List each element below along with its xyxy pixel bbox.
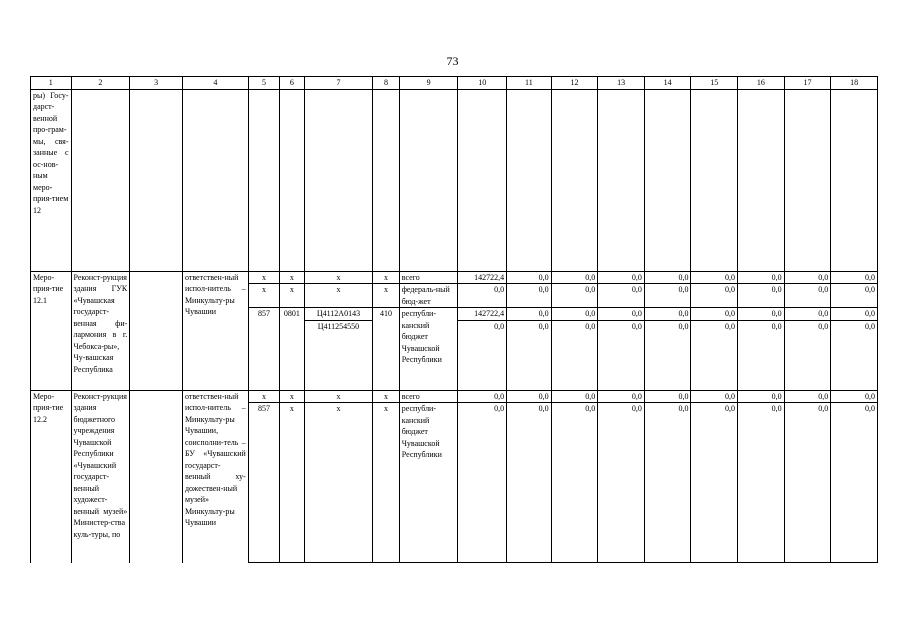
budget-code: Ц4112А0143 [304,308,373,321]
event-title: Реконст-рукция здания ГУК «Чувашская государст-венная фи-лармония в г. Чебокса-ры», Чу-вашская Республика [71,271,130,390]
event-number: Меро-прия-тие 12.1 [31,271,72,390]
header-cell: 17 [784,77,831,90]
event-executor: ответствен-ный испол-нитель – Минкульту-ры Чувашии, соисполни-тель – БУ «Чувашский государст-венный ху-дожествен-ный музей» Минкульту-ры Чувашии [182,390,248,563]
budget-code [248,320,279,390]
budget-table [30,76,878,563]
value-cell: 0,0 [738,271,785,284]
budget-code: x [304,390,373,403]
event-row [31,271,878,284]
value-cell: 0,0 [598,403,645,563]
header-cell: 9 [399,77,458,90]
value-cell: 0,0 [507,320,552,390]
budget-code: x [280,390,304,403]
value-cell: 0,0 [691,271,738,284]
budget-code: x [373,390,399,403]
budget-code: x [248,284,279,308]
header-cell: 13 [598,77,645,90]
budget-code: x [373,284,399,308]
funding-source: федераль-ный бюд-жет [399,284,458,308]
value-cell: 0,0 [644,271,691,284]
header-cell: 8 [373,77,399,90]
value-cell: 0,0 [784,284,831,308]
budget-code [373,320,399,390]
header-cell: 10 [458,77,507,90]
value-cell: 0,0 [831,284,878,308]
header-cell: 18 [831,77,878,90]
value-cell: 0,0 [784,271,831,284]
budget-code: x [304,271,373,284]
value-cell: 0,0 [644,320,691,390]
budget-code: x [248,390,279,403]
value-cell: 0,0 [784,320,831,390]
value-cell: 0,0 [598,320,645,390]
value-cell: 0,0 [784,308,831,321]
value-cell: 0,0 [831,320,878,390]
budget-code: x [280,271,304,284]
value-cell: 0,0 [784,403,831,563]
value-cell: 0,0 [738,284,785,308]
value-cell: 0,0 [831,271,878,284]
value-cell: 0,0 [644,308,691,321]
header-cell: 2 [71,77,130,90]
value-cell: 0,0 [551,390,598,403]
budget-code: x [373,403,399,563]
value-cell: 0,0 [644,284,691,308]
continuation-row [31,89,878,271]
empty-cell [130,390,183,563]
budget-code: x [248,271,279,284]
value-cell: 0,0 [507,390,552,403]
header-cell: 15 [691,77,738,90]
budget-code: 0801 [280,308,304,321]
value-cell: 0,0 [738,390,785,403]
value-cell: 0,0 [831,308,878,321]
value-cell: 0,0 [831,403,878,563]
value-cell: 142722,4 [458,271,507,284]
page-number: 73 [446,54,459,68]
header-cell: 4 [182,77,248,90]
header-cell: 1 [31,77,72,90]
funding-source: всего [399,390,458,403]
budget-code: 857 [248,403,279,563]
event-number: Меро-прия-тие 12.2 [31,390,72,563]
header-cell: 6 [280,77,304,90]
header-cell: 5 [248,77,279,90]
budget-code: Ц411254550 [304,320,373,390]
value-cell: 0,0 [551,403,598,563]
value-cell: 0,0 [738,320,785,390]
value-cell: 0,0 [551,320,598,390]
event-executor: ответствен-ный испол-нитель – Минкульту-ры Чувашии [182,271,248,390]
value-cell: 0,0 [784,390,831,403]
value-cell: 0,0 [738,308,785,321]
value-cell: 0,0 [551,271,598,284]
budget-code: 410 [373,308,399,321]
event-row [31,390,878,403]
value-cell: 0,0 [831,390,878,403]
continuation-text: ры) Госу-дарст-венной про-грам-мы, свя-занные с ос-нов-ным меро-прия-тием 12 [31,89,72,271]
funding-source: всего [399,271,458,284]
budget-code [280,320,304,390]
header-cell: 11 [507,77,552,90]
value-cell: 0,0 [598,308,645,321]
value-cell: 0,0 [458,320,507,390]
value-cell: 0,0 [738,403,785,563]
header-cell: 3 [130,77,183,90]
budget-code: x [304,284,373,308]
value-cell: 142722,4 [458,308,507,321]
value-cell: 0,0 [598,390,645,403]
value-cell: 0,0 [691,390,738,403]
empty-cell [130,271,183,390]
value-cell: 0,0 [598,284,645,308]
funding-source: республи-канский бюджет Чувашской Республики [399,403,458,563]
budget-code: x [280,403,304,563]
value-cell: 0,0 [598,271,645,284]
value-cell: 0,0 [458,284,507,308]
value-cell: 0,0 [691,308,738,321]
value-cell: 0,0 [691,403,738,563]
value-cell: 0,0 [644,403,691,563]
value-cell: 0,0 [551,284,598,308]
header-cell: 7 [304,77,373,90]
header-cell: 12 [551,77,598,90]
value-cell: 0,0 [458,403,507,563]
value-cell: 0,0 [458,390,507,403]
value-cell: 0,0 [644,390,691,403]
value-cell: 0,0 [551,308,598,321]
value-cell: 0,0 [507,308,552,321]
budget-code: x [373,271,399,284]
header-cell: 16 [738,77,785,90]
header-cell: 14 [644,77,691,90]
value-cell: 0,0 [507,284,552,308]
value-cell: 0,0 [507,403,552,563]
value-cell: 0,0 [691,284,738,308]
budget-code: x [280,284,304,308]
header-row [31,77,878,90]
funding-source: республи-канский бюджет Чувашской Республики [399,308,458,391]
budget-code: 857 [248,308,279,321]
value-cell: 0,0 [507,271,552,284]
budget-code: x [304,403,373,563]
event-title: Реконст-рукция здания бюджетного учреждения Чувашской Республики «Чувашский государст-венный художест-венный музей» Министер-ства куль-туры, по [71,390,130,563]
value-cell: 0,0 [691,320,738,390]
